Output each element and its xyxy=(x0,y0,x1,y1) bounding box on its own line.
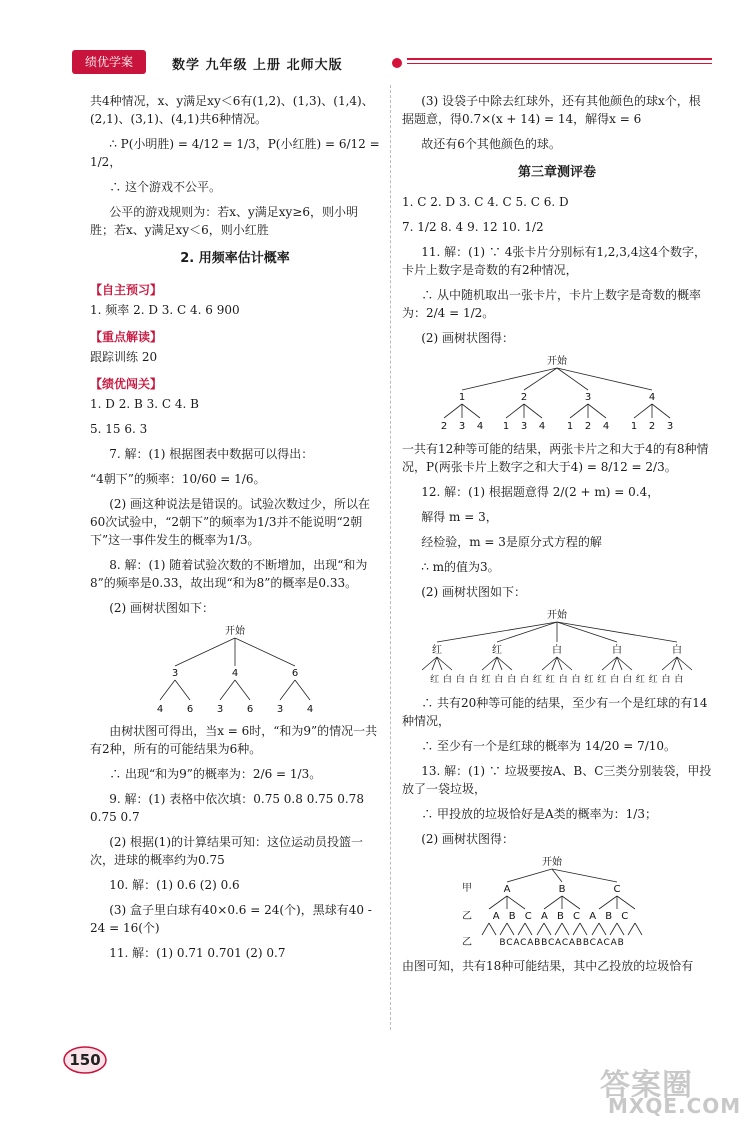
tree11-l2-10: 2 xyxy=(648,420,656,432)
q12-part5: (2) 画树状图如下： xyxy=(421,584,527,599)
q7-part2: (2) 画这种说法是错误的。试验次数过少，所以在60次试验中，“2朝下”的频率为1/3并不能说明“2朝下”这一事件发生的概率为1/3。 xyxy=(90,496,371,547)
tree11-l2-4: 3 xyxy=(520,420,528,432)
tree13-l3-row: BCACABBCACABBCACAB xyxy=(499,937,625,948)
answers-challenge-1: 1. D 2. B 3. C 4. B xyxy=(90,396,199,411)
tree8-l2-5: 4 xyxy=(306,703,314,715)
tree11-l1-0: 1 xyxy=(458,391,466,403)
q10-part1: 10. 解：(1) 0.6 (2) 0.6 xyxy=(109,877,240,892)
tree11-l2-11: 3 xyxy=(666,420,674,432)
tree13-label-c: 乙 xyxy=(462,936,472,948)
tree12-branches xyxy=(422,657,692,670)
tree11-l2-1: 3 xyxy=(458,420,466,432)
q13-part4: 由图可知，共有18种可能结果，其中乙投放的垃圾恰有 xyxy=(402,958,694,973)
right-answers-2: 7. 1/2 8. 4 9. 12 10. 1/2 xyxy=(402,219,544,234)
tree12-l1-4: 白 xyxy=(672,644,682,656)
header-badge: 绩优学案 xyxy=(72,50,146,74)
tree13-root: 开始 xyxy=(542,856,562,868)
tree-diagram-q11 xyxy=(402,354,712,434)
tree13-l2-row: A B C A B C A B C xyxy=(492,910,632,922)
tree8-l2-2: 3 xyxy=(216,703,224,715)
section-title-3: 第三章测评卷 xyxy=(517,165,596,180)
tree-diagram-q12 xyxy=(402,608,712,688)
tree12-l1-2: 白 xyxy=(552,644,562,656)
q11-r-part1: 11. 解：(1) ∵ 4张卡片分别标有1,2,3,4这4个数字，卡片上数字是奇数的有2种情况， xyxy=(402,244,706,277)
left-p3: ∴ 这个游戏不公平。 xyxy=(109,180,222,194)
answers-challenge-2: 5. 15 6. 3 xyxy=(90,421,148,436)
q11-r-part4: 一共有12种等可能的结果，两张卡片之和大于4的有8种情况，P(两张卡片上数字之和大于4) = 8/12 = 2/3。 xyxy=(402,441,709,474)
left-p1: 共4种情况，x、y满足xy＜6有(1,2)、(1,3)、(1,4)、(2,1)、(3,1)、(4,1)共6种情况。 xyxy=(90,94,374,126)
tree13-label-a: 甲 xyxy=(462,882,472,894)
q8-part1: 8. 解：(1) 随着试验次数的不断增加，出现“和为8”的频率是0.33，故出现“和为8”的概率是0.33。 xyxy=(90,557,368,590)
tree11-root: 开始 xyxy=(547,355,567,367)
tree11-l2-7: 2 xyxy=(584,420,592,432)
q8-part2: (2) 画树状图如下： xyxy=(109,600,215,615)
tree11-l2-3: 1 xyxy=(502,420,510,432)
tree11-l2-2: 4 xyxy=(476,420,484,432)
header-dot-icon xyxy=(392,58,402,68)
tree12-l2-row: 红 白 白 白 红 白 白 白 红 红 白 白 红 红 白 白 红 红 白 白 xyxy=(430,674,684,685)
tree11-l2-8: 4 xyxy=(602,420,610,432)
tree12-l1-3: 白 xyxy=(612,644,622,656)
tree11-l2-9: 1 xyxy=(630,420,638,432)
q8-part3: 由树状图可得出，当x = 6时，“和为9”的情况一共有2种，所有的可能结果为6种。 xyxy=(90,723,378,756)
tree8-l2-1: 6 xyxy=(186,703,194,715)
page-header xyxy=(62,48,712,78)
q7-part1-result: “4朝下”的频率：10/60 = 1/6。 xyxy=(90,471,266,486)
header-title: 数学 九年级 上册 北师大版 xyxy=(172,58,343,73)
answers-preview: 1. 频率 2. D 3. C 4. 6 900 xyxy=(90,302,240,317)
q12-part2: 解得 m = 3， xyxy=(421,509,498,524)
tree13-branches-1 xyxy=(489,896,635,909)
right-column xyxy=(402,92,712,982)
tree8-l1-2: 6 xyxy=(291,667,299,679)
tree8-l2-3: 6 xyxy=(246,703,254,715)
q11-r-part3: (2) 画树状图得： xyxy=(421,330,515,345)
q9-part2: (2) 根据(1)的计算结果可知：这位运动员投篮一次，进球的概率约为0.75 xyxy=(90,834,363,867)
tree13-label-b: 乙 xyxy=(462,910,472,922)
right-r1: (3) 设袋子中除去红球外，还有其他颜色的球x个，根据题意，得0.7×(x + 14) = 14，解得x = 6 xyxy=(402,94,701,126)
q13-part1: 13. 解：(1) ∵ 垃圾要按A、B、C三类分别装袋，甲投放了一袋垃圾， xyxy=(402,763,712,796)
tree13-l1-0: A xyxy=(503,883,511,895)
tag-key-points: 【重点解读】 xyxy=(90,329,163,344)
tree11-l2-6: 1 xyxy=(566,420,574,432)
tree11-l1-2: 3 xyxy=(584,391,592,403)
q13-part2: ∴ 甲投放的垃圾恰好是A类的概率为：1/3； xyxy=(421,806,657,821)
answers-key-points: 跟踪训练 20 xyxy=(90,349,158,364)
tree12-l1-0: 红 xyxy=(432,644,442,656)
q13-part3: (2) 画树状图得： xyxy=(421,831,515,846)
tag-challenge: 【绩优闯关】 xyxy=(90,376,163,391)
watermark xyxy=(600,1060,742,1118)
q8-part4: ∴ 出现“和为9”的概率为：2/6 = 1/3。 xyxy=(109,766,322,781)
tree8-l1-0: 3 xyxy=(171,667,179,679)
page-number-text: 150 xyxy=(69,1051,101,1069)
tree12-l1-1: 红 xyxy=(492,644,502,656)
q10-part2: (3) 盒子里白球有40×0.6 = 24(个)，黑球有40 - 24 = 16(个) xyxy=(90,902,372,935)
tree11-l1-3: 4 xyxy=(648,391,656,403)
tree13-branches-2 xyxy=(482,923,642,935)
tree-diagram-q13 xyxy=(402,855,712,951)
q12-part6: ∴ 共有20种等可能的结果，至少有一个是红球的有14种情况， xyxy=(402,695,708,728)
left-p2: ∴ P(小明胜) = 4/12 = 1/3，P(小红胜) = 6/12 = 1/2， xyxy=(90,137,380,169)
header-rule-thin xyxy=(407,63,712,64)
q12-part7: ∴ 至少有一个是红球的概率为 14/20 = 7/10。 xyxy=(421,738,677,753)
section-title-2: 2. 用频率估计概率 xyxy=(180,251,290,266)
q12-part1: 12. 解：(1) 根据题意得 2/(2 + m) = 0.4， xyxy=(421,484,660,499)
tree8-l2-4: 3 xyxy=(276,703,284,715)
tree11-branches xyxy=(444,404,670,418)
q12-part4: ∴ m的值为3。 xyxy=(421,559,500,574)
tag-preview: 【自主预习】 xyxy=(90,282,163,297)
tree11-l2-5: 4 xyxy=(538,420,546,432)
tree8-l2-0: 4 xyxy=(156,703,164,715)
q7-part1: 7. 解：(1) 根据图表中数据可以得出： xyxy=(109,446,314,461)
header-rule xyxy=(407,58,712,60)
q12-part3: 经检验，m = 3是原分式方程的解 xyxy=(421,534,602,549)
watermark-line2: MXQE.COM xyxy=(608,1094,742,1118)
left-p4: 公平的游戏规则为：若x、y满足xy≥6，则小明胜；若x、y满足xy＜6，则小红胜 xyxy=(90,205,358,237)
watermark-line1: 答案圈 xyxy=(600,1068,693,1103)
right-r2: 故还有6个其他颜色的球。 xyxy=(421,137,561,151)
tree12-root: 开始 xyxy=(547,609,567,621)
page-number xyxy=(62,1045,108,1075)
tree8-root: 开始 xyxy=(225,625,245,637)
tree-diagram-q8 xyxy=(90,624,380,716)
right-answers-1: 1. C 2. D 3. C 4. C 5. C 6. D xyxy=(402,194,569,209)
tree11-l1-1: 2 xyxy=(520,391,528,403)
q9-part1: 9. 解：(1) 表格中依次填：0.75 0.8 0.75 0.78 0.75 0.7 xyxy=(90,791,364,824)
q11-answer: 11. 解：(1) 0.71 0.701 (2) 0.7 xyxy=(109,945,286,960)
left-column xyxy=(90,92,380,969)
column-divider xyxy=(390,85,391,1030)
tree8-l1-1: 4 xyxy=(231,667,239,679)
q11-r-part2: ∴ 从中随机取出一张卡片，卡片上数字是奇数的概率为：2/4 = 1/2。 xyxy=(402,287,702,320)
tree13-l1-2: C xyxy=(613,883,621,895)
tree11-l2-0: 2 xyxy=(440,420,448,432)
tree13-l1-1: B xyxy=(558,883,566,895)
